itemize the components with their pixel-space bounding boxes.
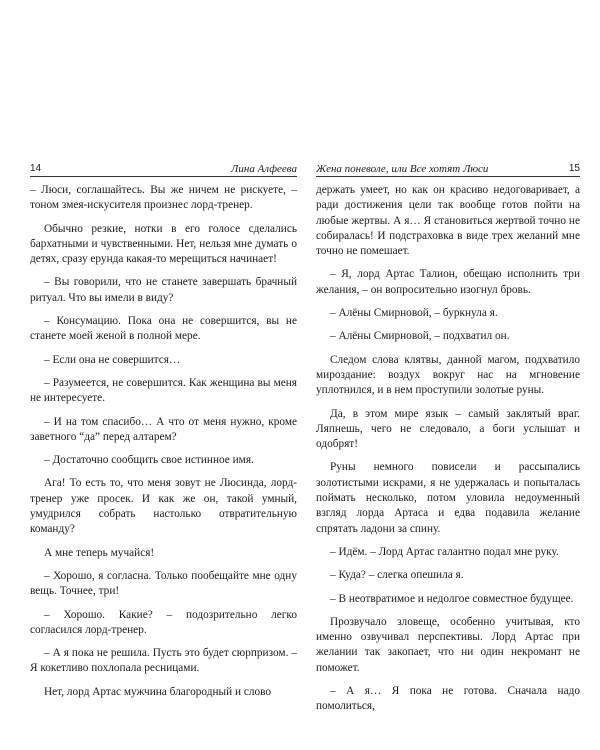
right-page-header [316,160,580,177]
left-page-header [30,160,297,177]
paragraph: – Алёны Смирновой, – буркнула я. [330,307,498,320]
paragraph: Следом слова клятвы, данной магом, подхватило мироздание: воздух вокруг нас на мгновение уплотнился, и в нем проступили золотые руны. [316,353,580,397]
paragraph: держать умеет, но как он красиво недоговаривает, а ради достижения цели так вообще готов пойти на любые жертвы. А я… Я становиться жертвой точно не собиралась! И подстраховка в виде трех желаний мне точно не помешает. [316,184,580,258]
paragraph: Да, в этом мире язык – самый заклятый враг. Ляпнешь, чего не следовало, а боги услышат и одобрят! [316,407,580,451]
paragraph: – Куда? – слегка опешила я. [330,569,464,582]
paragraph: – Алёны Смирновой, – подхватил он. [330,330,510,343]
left-page-number: 14 [30,163,42,174]
paragraph: – В неотвратимое и недолгое совместное будущее. [330,592,574,605]
paragraph: Ага! То есть то, что меня зовут не Люсинда, лорд-тренер уже просек. И как же он, такой умный, умудрился собрать настолько отвратительную команду? [30,477,297,536]
right-page-body [316,177,580,715]
paragraph: – Разумеется, не совершится. Как женщина вы меня не интересуете. [30,376,297,405]
left-page-body [30,177,297,700]
paragraph: – Если она не совершится… [44,353,181,366]
paragraph: Обычно резкие, нотки в его голосе сделались бархатными и чувственными. Нет, нельзя мне думать о детях, сразу ерунда какая-то мерещиться начинает! [30,222,297,266]
right-page [316,160,580,723]
right-page-number: 15 [568,163,580,174]
left-page [30,160,297,708]
paragraph: Нет, лорд Артас мужчина благородный и слово [44,685,272,698]
paragraph: Руны немного повисели и рассыпались золотистыми искрами, я не удержалась и попыталась поймать несколько, потом уловила недоуменный взгляд лорда Артаса и едва подавила желание спрятать ладони за спину. [316,461,580,535]
paragraph: – Я, лорд Артас Талион, обещаю исполнить три желания, – он вопросительно изогнул бровь. [316,268,580,296]
left-running-head: Лина Алфеева [230,163,297,175]
right-running-head: Жена поневоле, или Все хотят Люси [316,163,489,175]
paragraph: – Хорошо, я согласна. Только пообещайте мне одну вещь. Точнее, три! [30,569,297,598]
paragraph: – А я… Я пока не готова. Сначала надо помолиться, [316,685,580,713]
paragraph: – Идём. – Лорд Артас галантно подал мне руку. [330,545,559,558]
paragraph: – А я пока не решила. Пусть это будет сюрпризом. – Я кокетливо похлопала ресницами. [30,647,297,675]
paragraph: А мне теперь мучайся! [44,546,155,559]
paragraph: – Консумацию. Пока она не совершится, вы не станете моей женой в полной мере. [30,315,297,343]
paragraph: Прозвучало зловеще, особенно учитывая, кто именно озвучивал перспективы. Лорд Артас при желании так закопает, что ни один некромант не поможет. [316,615,580,674]
paragraph: – Вы говорили, что не станете завершать брачный ритуал. Что вы имели в виду? [30,276,297,304]
paragraph: – Хорошо. Какие? – подозрительно легко согласился лорд-тренер. [30,608,297,636]
paragraph: – Люси, соглашайтесь. Вы же ничем не рискуете, – тоном змея-искусителя произнес лорд-тренер. [30,184,297,212]
paragraph: – Достаточно сообщить свое истинное имя. [44,454,254,467]
paragraph: – И на том спасибо… А что от меня нужно, кроме заветного “да” перед алтарем? [30,415,297,443]
